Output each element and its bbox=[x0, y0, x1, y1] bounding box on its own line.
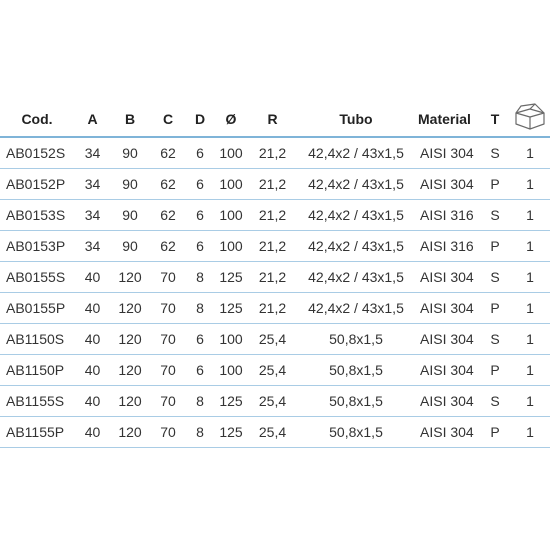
table-row bbox=[0, 200, 550, 231]
cell-c: 62 bbox=[149, 231, 187, 262]
cell-diameter: 125 bbox=[213, 293, 249, 324]
cell-b: 90 bbox=[111, 200, 149, 231]
cell-quantity: 1 bbox=[510, 324, 550, 355]
cell-d: 6 bbox=[187, 200, 213, 231]
cell-d: 6 bbox=[187, 324, 213, 355]
cell-c: 62 bbox=[149, 169, 187, 200]
cell-b: 120 bbox=[111, 417, 149, 448]
cell-r: 21,2 bbox=[249, 231, 296, 262]
table-row bbox=[0, 386, 550, 417]
cell-c: 62 bbox=[149, 200, 187, 231]
cell-a: 34 bbox=[74, 231, 111, 262]
cell-t: P bbox=[480, 293, 510, 324]
cell-a: 40 bbox=[74, 355, 111, 386]
cell-a: 34 bbox=[74, 137, 111, 169]
cell-b: 90 bbox=[111, 231, 149, 262]
cell-c: 70 bbox=[149, 262, 187, 293]
cell-quantity: 1 bbox=[510, 262, 550, 293]
table-row bbox=[0, 262, 550, 293]
header-b: B bbox=[111, 101, 149, 137]
cell-r: 21,2 bbox=[249, 200, 296, 231]
table-row bbox=[0, 231, 550, 262]
cell-quantity: 1 bbox=[510, 355, 550, 386]
cell-b: 120 bbox=[111, 386, 149, 417]
cell-t: S bbox=[480, 137, 510, 169]
cell-diameter: 100 bbox=[213, 169, 249, 200]
cell-r: 25,4 bbox=[249, 386, 296, 417]
cell-diameter: 100 bbox=[213, 137, 249, 169]
cell-a: 40 bbox=[74, 417, 111, 448]
cell-tubo: 42,4x2 / 43x1,5 bbox=[296, 293, 416, 324]
cell-a: 34 bbox=[74, 200, 111, 231]
cell-diameter: 100 bbox=[213, 324, 249, 355]
cell-material: AISI 304 bbox=[416, 169, 480, 200]
cell-r: 21,2 bbox=[249, 262, 296, 293]
cell-r: 21,2 bbox=[249, 293, 296, 324]
cell-quantity: 1 bbox=[510, 231, 550, 262]
table-row bbox=[0, 169, 550, 200]
cell-d: 6 bbox=[187, 231, 213, 262]
cell-r: 25,4 bbox=[249, 324, 296, 355]
cell-cod: AB1150S bbox=[0, 324, 74, 355]
header-quantity bbox=[510, 101, 550, 137]
cell-cod: AB0152S bbox=[0, 137, 74, 169]
cell-d: 8 bbox=[187, 386, 213, 417]
cell-c: 70 bbox=[149, 293, 187, 324]
cell-material: AISI 304 bbox=[416, 293, 480, 324]
cell-r: 25,4 bbox=[249, 417, 296, 448]
cell-diameter: 125 bbox=[213, 386, 249, 417]
cell-c: 70 bbox=[149, 355, 187, 386]
cell-tubo: 50,8x1,5 bbox=[296, 324, 416, 355]
cell-d: 6 bbox=[187, 355, 213, 386]
header-material: Material bbox=[416, 101, 480, 137]
cell-a: 34 bbox=[74, 169, 111, 200]
cell-quantity: 1 bbox=[510, 293, 550, 324]
header-d: D bbox=[187, 101, 213, 137]
cell-diameter: 100 bbox=[213, 231, 249, 262]
cell-t: P bbox=[480, 169, 510, 200]
header-t: T bbox=[480, 101, 510, 137]
cell-d: 6 bbox=[187, 169, 213, 200]
header-a: A bbox=[74, 101, 111, 137]
cell-cod: AB1155S bbox=[0, 386, 74, 417]
cell-t: S bbox=[480, 324, 510, 355]
header-diameter: Ø bbox=[213, 101, 249, 137]
cell-cod: AB1155P bbox=[0, 417, 74, 448]
cell-t: P bbox=[480, 355, 510, 386]
cell-tubo: 50,8x1,5 bbox=[296, 386, 416, 417]
cell-t: S bbox=[480, 200, 510, 231]
cell-material: AISI 316 bbox=[416, 200, 480, 231]
cell-b: 120 bbox=[111, 324, 149, 355]
cell-c: 70 bbox=[149, 324, 187, 355]
table-row bbox=[0, 417, 550, 448]
cell-r: 25,4 bbox=[249, 355, 296, 386]
cell-b: 90 bbox=[111, 169, 149, 200]
cell-a: 40 bbox=[74, 293, 111, 324]
cell-tubo: 50,8x1,5 bbox=[296, 417, 416, 448]
cell-t: P bbox=[480, 231, 510, 262]
cell-cod: AB1150P bbox=[0, 355, 74, 386]
table-row bbox=[0, 137, 550, 169]
cell-b: 120 bbox=[111, 262, 149, 293]
cell-d: 8 bbox=[187, 417, 213, 448]
cell-t: S bbox=[480, 386, 510, 417]
cell-a: 40 bbox=[74, 324, 111, 355]
cell-r: 21,2 bbox=[249, 137, 296, 169]
product-spec-table bbox=[0, 101, 550, 448]
cell-material: AISI 304 bbox=[416, 137, 480, 169]
cell-diameter: 100 bbox=[213, 355, 249, 386]
cell-tubo: 42,4x2 / 43x1,5 bbox=[296, 137, 416, 169]
cell-cod: AB0152P bbox=[0, 169, 74, 200]
cell-b: 90 bbox=[111, 137, 149, 169]
cell-cod: AB0155P bbox=[0, 293, 74, 324]
cell-d: 8 bbox=[187, 293, 213, 324]
cell-c: 70 bbox=[149, 386, 187, 417]
cell-cod: AB0153S bbox=[0, 200, 74, 231]
table-row bbox=[0, 293, 550, 324]
cell-tubo: 50,8x1,5 bbox=[296, 355, 416, 386]
cell-quantity: 1 bbox=[510, 200, 550, 231]
cell-t: P bbox=[480, 417, 510, 448]
cell-material: AISI 304 bbox=[416, 355, 480, 386]
header-cod: Cod. bbox=[0, 101, 74, 137]
header-row bbox=[0, 101, 550, 137]
cell-c: 62 bbox=[149, 137, 187, 169]
cell-a: 40 bbox=[74, 386, 111, 417]
cell-material: AISI 316 bbox=[416, 231, 480, 262]
header-c: C bbox=[149, 101, 187, 137]
box-icon bbox=[513, 103, 547, 134]
cell-quantity: 1 bbox=[510, 137, 550, 169]
cell-material: AISI 304 bbox=[416, 262, 480, 293]
header-tubo: Tubo bbox=[296, 101, 416, 137]
cell-b: 120 bbox=[111, 293, 149, 324]
cell-quantity: 1 bbox=[510, 169, 550, 200]
cell-material: AISI 304 bbox=[416, 386, 480, 417]
cell-diameter: 100 bbox=[213, 200, 249, 231]
cell-diameter: 125 bbox=[213, 417, 249, 448]
cell-quantity: 1 bbox=[510, 386, 550, 417]
cell-b: 120 bbox=[111, 355, 149, 386]
cell-a: 40 bbox=[74, 262, 111, 293]
table-row bbox=[0, 355, 550, 386]
cell-quantity: 1 bbox=[510, 417, 550, 448]
cell-d: 8 bbox=[187, 262, 213, 293]
cell-tubo: 42,4x2 / 43x1,5 bbox=[296, 231, 416, 262]
cell-material: AISI 304 bbox=[416, 417, 480, 448]
table-row bbox=[0, 324, 550, 355]
cell-tubo: 42,4x2 / 43x1,5 bbox=[296, 169, 416, 200]
cell-material: AISI 304 bbox=[416, 324, 480, 355]
cell-tubo: 42,4x2 / 43x1,5 bbox=[296, 262, 416, 293]
cell-cod: AB0155S bbox=[0, 262, 74, 293]
cell-t: S bbox=[480, 262, 510, 293]
cell-cod: AB0153P bbox=[0, 231, 74, 262]
cell-diameter: 125 bbox=[213, 262, 249, 293]
cell-d: 6 bbox=[187, 137, 213, 169]
header-r: R bbox=[249, 101, 296, 137]
cell-tubo: 42,4x2 / 43x1,5 bbox=[296, 200, 416, 231]
cell-r: 21,2 bbox=[249, 169, 296, 200]
cell-c: 70 bbox=[149, 417, 187, 448]
